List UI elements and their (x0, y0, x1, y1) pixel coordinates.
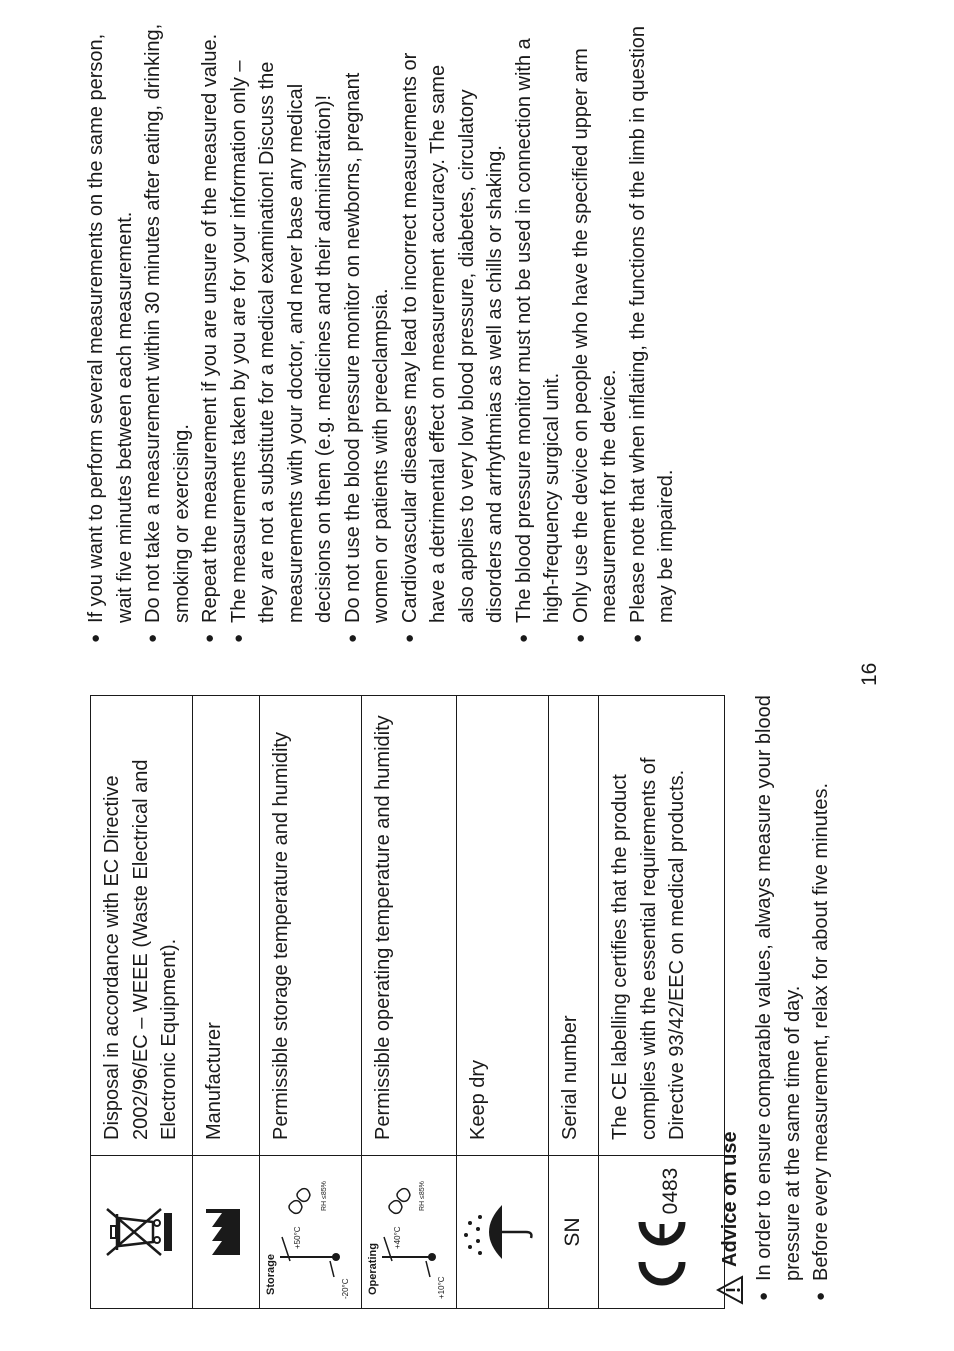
storage-humidity: RH ≤85% (321, 1181, 328, 1211)
list-item: ● If you want to perform several measurements on the same person, wait five minutes between each measurement. (82, 23, 139, 643)
symbol-description: Serial number (549, 696, 599, 1156)
list-item: ● Only use the device on people who have the specified upper arm measurement for the device. (567, 23, 624, 643)
symbol-description: The CE labelling certifies that the product complies with the essential requirements of Directive 93/42/EEC on medical products. (599, 696, 725, 1156)
warning-triangle-icon (716, 1275, 744, 1305)
ce-notified-body-number: 0483 (658, 1167, 682, 1215)
symbol-description: Keep dry (457, 696, 549, 1156)
manufacturer-icon (202, 1205, 242, 1259)
storage-max-temp: +50°C (293, 1226, 302, 1249)
list-item: ● The blood pressure monitor must not be used in connection with a high-frequency surgical unit. (510, 23, 567, 643)
list-item: ● The measurements taken by you are for your information only – they are not a substitute for a medical examination! Discuss the measurements with your doctor, and never base any medical decisions on them (e.g. medicines and their administration)! (225, 23, 339, 643)
symbol-cell (361, 1156, 457, 1309)
symbols-table (90, 695, 725, 1309)
operating-temperature-humidity-icon (362, 1159, 448, 1305)
symbol-cell (260, 1156, 362, 1309)
table-row (549, 696, 599, 1309)
page-number: 16 (858, 662, 881, 686)
ce-marking (638, 1156, 686, 1308)
advice-title: Advice on use (719, 1131, 741, 1267)
table-row (599, 696, 725, 1309)
symbol-description: Permissible storage temperature and humidity (260, 696, 362, 1156)
symbol-cell (549, 1156, 599, 1309)
storage-temperature-humidity-icon (260, 1159, 352, 1305)
symbol-cell (193, 1156, 260, 1309)
symbol-cell (599, 1156, 725, 1309)
table-row (361, 696, 457, 1309)
operating-humidity: RH ≤85% (418, 1181, 426, 1211)
advice-heading (716, 1131, 745, 1305)
symbol-description: Permissible operating temperature and humidity (361, 696, 457, 1156)
list-item: ● Cardiovascular diseases may lead to incorrect measurements or have a detrimental effect on measurement accuracy. The same also applies to very low blood pressure, diabetes, circulatory disorders and arrhythmias as well as chills or shaking. (396, 23, 510, 643)
table-row (457, 696, 549, 1309)
table-row (193, 696, 260, 1309)
operating-min-temp: +10°C (436, 1276, 446, 1299)
symbol-cell (457, 1156, 549, 1309)
advice-list (750, 661, 836, 1301)
symbol-cell (91, 1156, 193, 1309)
list-item: ● Do not take a measurement within 30 minutes after eating, drinking, smoking or exercising. (139, 23, 196, 643)
symbol-description: Manufacturer (193, 696, 260, 1156)
serial-number-symbol: SN (561, 1217, 585, 1247)
ce-mark-icon (638, 1218, 686, 1296)
storage-label: Storage (265, 1254, 277, 1295)
warnings-list (82, 23, 681, 643)
operating-max-temp: +40°C (392, 1226, 402, 1249)
list-item: ● Do not use the blood pressure monitor on newborns, pregnant women or patients with preeclampsia. (339, 23, 396, 643)
keep-dry-umbrella-icon (458, 1197, 538, 1267)
table-row (260, 696, 362, 1309)
weee-crossed-bin-icon (101, 1201, 173, 1263)
list-item: ● Repeat the measurement if you are unsure of the measured value. (196, 23, 225, 643)
symbol-description: Disposal in accordance with EC Directive 2002/96/EC – WEEE (Waste Electrical and Electronic Equipment). (91, 696, 193, 1156)
table-row (91, 696, 193, 1309)
storage-min-temp: -20°C (341, 1278, 350, 1299)
list-item: ● Before every measurement, relax for about five minutes. (807, 661, 836, 1301)
list-item: ● In order to ensure comparable values, always measure your blood pressure at the same time of day. (750, 661, 807, 1301)
operating-label: Operating (366, 1243, 379, 1295)
list-item: ● Please note that when inflating, the functions of the limb in question may be impaired. (624, 23, 681, 643)
